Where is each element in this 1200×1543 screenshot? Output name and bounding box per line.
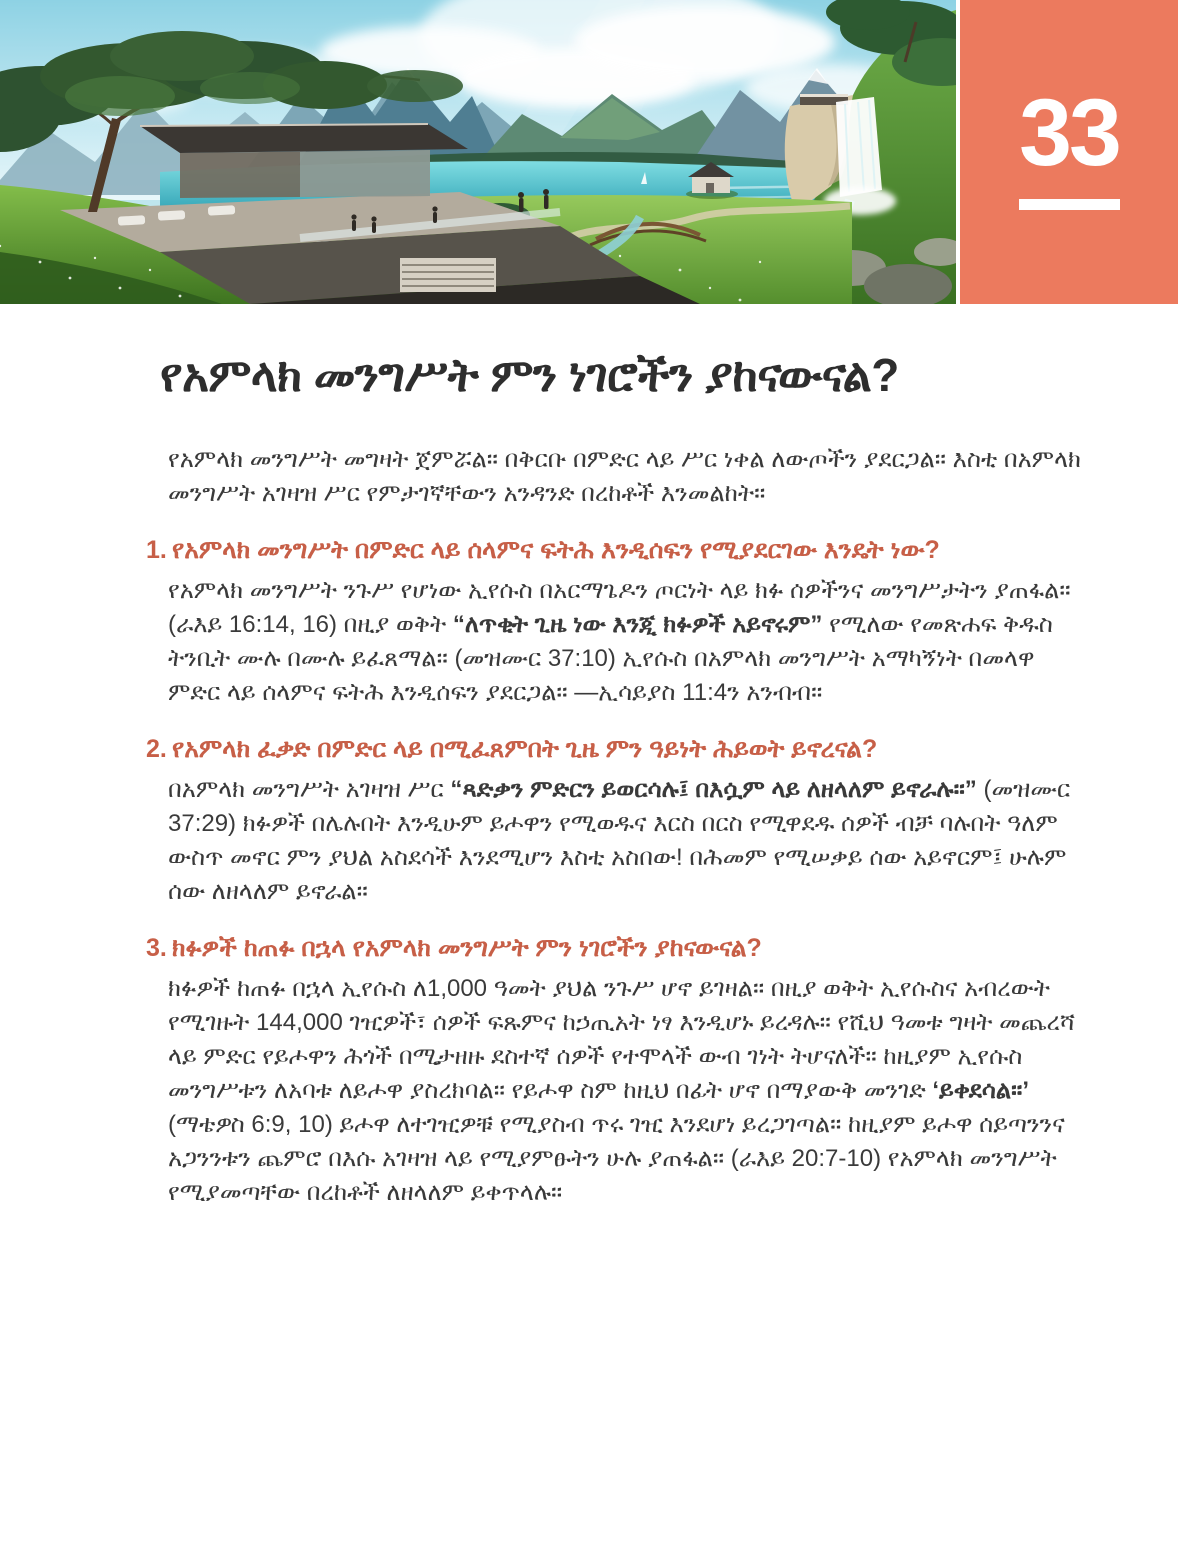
section-2 [146,732,1082,909]
page-title: የአምላክ መንግሥት ምን ነገሮችን ያከናውናል? [160,349,899,401]
question-number: 1. [146,536,167,564]
section-paragraph: በአምላክ መንግሥት አገዛዝ ሥር “ጻድቃን ምድርን ይወርሳሉ፤ በእሷም ላይ ለዘላለም ይኖራሉ።” (መዝሙር 37:29) ክፉዎች በሌሉበት እንዲሁም ይሖዋን የሚወዱና እርስ በርስ የሚዋደዱ ሰዎች ብቻ ባሉበት ዓለም ውስጥ መኖር ምን ያህል አስደሳች እንደሚሆን እስቲ አስበው! በሕመም የሚሠቃይ ሰው አይኖርም፤ ሁሉም ሰው ለዘላለም ይኖራል። [168,776,1071,905]
question-text: የአምላክ ፈቃድ በምድር ላይ በሚፈጸምበት ጊዜ ምን ዓይነት ሕይወት ይኖረናል? [172,735,878,763]
section-1 [146,533,1082,710]
section-paragraph: የአምላክ መንግሥት ንጉሥ የሆነው ኢየሱስ በአርማጌዶን ጦርነት ላይ ክፉ ሰዎችንና መንግሥታትን ያጠፋል። (ራእይ 16:14, 16) በዚያ ወቅት “ለጥቂት ጊዜ ነው እንጂ ክፉዎች አይኖሩም” የሚለው የመጽሐፍ ቅዱስ ትንቢት ሙሉ በሙሉ ይፈጸማል። (መዝሙር 37:10) ኢየሱስ በአምላክ መንግሥት አማካኝነት በመላዋ ምድር ላይ ሰላምና ፍትሕ እንዲሰፍን ያደርጋል። —ኢሳይያስ 11:4ን አንብብ። [168,577,1071,706]
question-heading [146,931,1082,966]
lesson-content [0,304,1200,1210]
question-heading [146,732,1082,767]
question-number: 2. [146,735,167,763]
question-number: 3. [146,934,167,962]
question-text: ክፉዎች ከጠፉ በኋላ የአምላክ መንግሥት ምን ነገሮችን ያከናውናል? [172,934,762,962]
question-text: የአምላክ መንግሥት በምድር ላይ ሰላምና ፍትሕ እንዲሰፍን የሚያደርገው እንዴት ነው? [172,536,940,564]
intro-paragraph: የአምላክ መንግሥት መግዛት ጀምሯል። በቅርቡ በምድር ላይ ሥር ነቀል ለውጦችን ያደርጋል። እስቲ በአምላክ መንግሥት አገዛዝ ሥር የምታገኛቸውን አንዳንድ በረከቶች እንመልከት። [168,446,1081,507]
section-paragraph: ክፉዎች ከጠፉ በኋላ ኢየሱስ ለ1,000 ዓመት ያህል ንጉሥ ሆኖ ይገዛል። በዚያ ወቅት ኢየሱስና አብረውት የሚገዙት 144,000 ገዢዎች፣ ሰዎች ፍጹምና ከኃጢአት ነፃ እንዲሆኑ ይረዳሉ። የሺህ ዓመቱ ግዛት መጨረሻ ላይ ምድር የይሖዋን ሕጎች በሚታዘዙ ደስተኛ ሰዎች የተሞላች ውብ ገነት ትሆናለች። ከዚያም ኢየሱስ መንግሥቱን ለአባቱ ለይሖዋ ያስረክባል። የይሖዋ ስም ከዚህ በፊት ሆኖ በማያውቅ መንገድ ‘ይቀደሳል።’ (ማቴዎስ 6:9, 10) ይሖዋ ለተገዢዎቹ የሚያስብ ጥሩ ገዢ እንደሆነ ይረጋገጣል። ከዚያም ይሖዋ ሰይጣንንና አጋንንቱን ጨምሮ በእሱ አገዛዝ ላይ የሚያምፁትን ሁሉ ያጠፋል። (ራእይ 20:7-10) የአምላክ መንግሥት የሚያመጣቸው በረከቶች ለዘላለም ይቀጥላሉ። [168,975,1075,1206]
lesson-number-underline [1019,199,1120,210]
section-3 [146,931,1082,1210]
header [0,0,1200,304]
lesson-number: 33 [1019,80,1119,186]
question-heading [146,533,1082,568]
hero-image [0,0,956,304]
lesson-number-badge [960,0,1178,304]
paradise-landscape-illustration [0,0,956,304]
